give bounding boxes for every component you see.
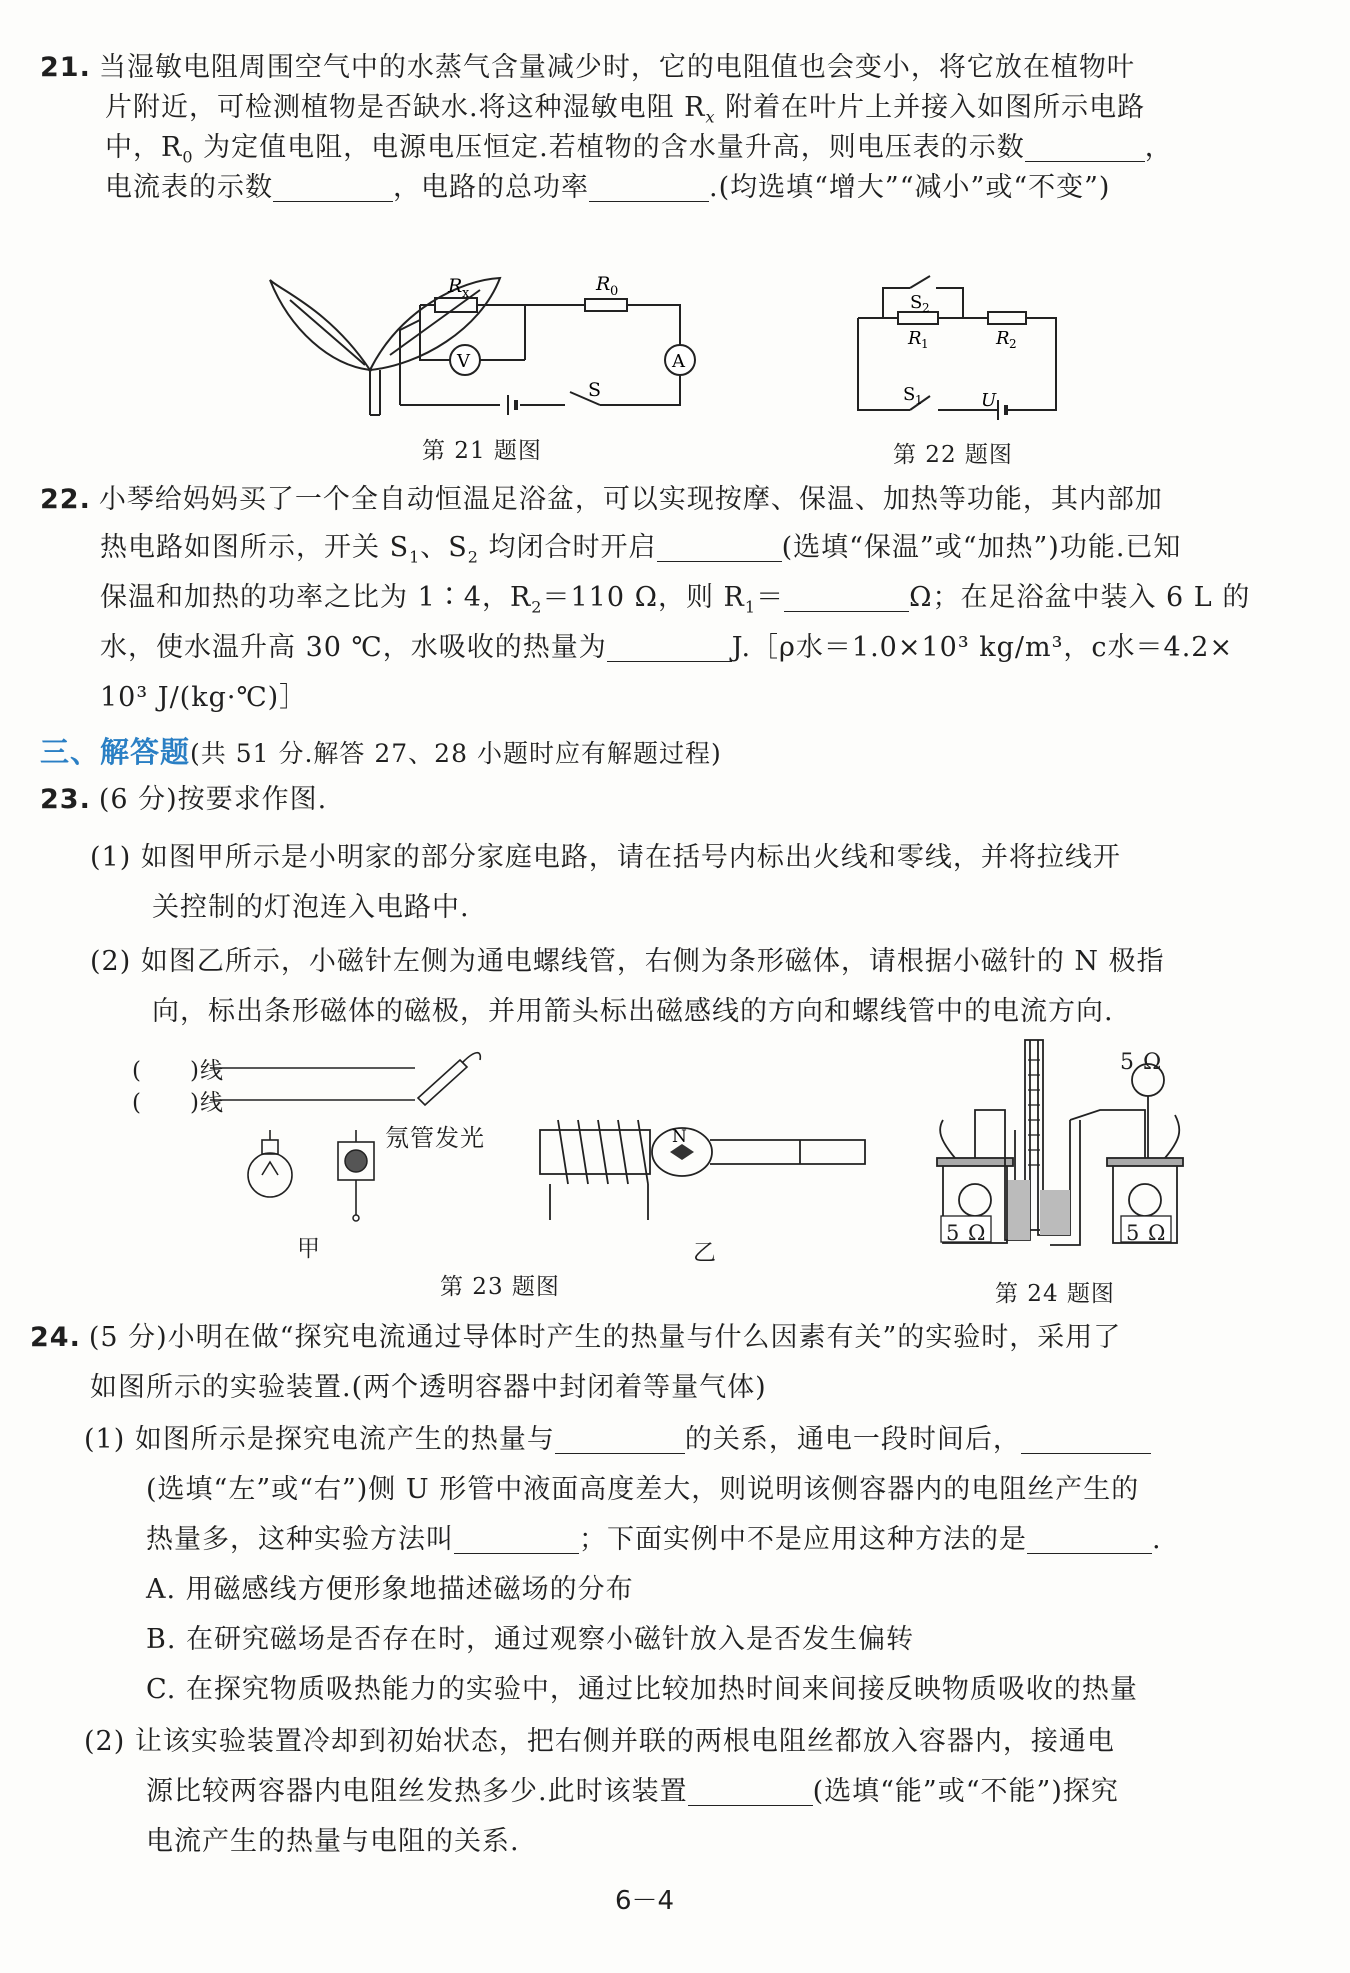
q24-p2-line2: 源比较两容器内电阻丝发热多少.此时该装置 (选填“能”或“不能”)探究 xyxy=(146,1776,1119,1807)
q22-blank-mode[interactable] xyxy=(657,531,782,562)
q24-blank-relation[interactable] xyxy=(555,1423,685,1454)
q21-figure-caption: 第 21 题图 xyxy=(422,438,542,464)
q24-blank-method[interactable] xyxy=(454,1523,579,1554)
switch-button-icon xyxy=(345,1150,367,1172)
svg-text:V: V xyxy=(457,351,470,372)
q23-neon-label: 氖管发光 xyxy=(385,1124,485,1152)
q24-p2-line1: (2) 让该实验装置冷却到初始状态，把右侧并联的两根电阻丝都放入容器内，接通电 xyxy=(84,1726,1115,1757)
q23-wire2-label: ( )线 xyxy=(132,1090,224,1116)
q22-line4: 水，使水温升高 30 ℃，水吸收的热量为 J.［ρ水＝1.0×10³ kg/m³，c水＝4.2× xyxy=(100,632,1234,663)
q23-figure-caption: 第 23 题图 xyxy=(440,1274,560,1300)
q22-line2: 热电路如图所示，开关 $S_1$、$S_2$ 均闭合时开启 (选填“保温”或“加热”)功能.已知 xyxy=(100,532,1182,567)
q23-wire1-label: ( )线 xyxy=(132,1058,224,1084)
svg-text:S: S xyxy=(588,379,602,401)
q23-p2-line1: (2) 如图乙所示，小磁针左侧为通电螺线管，右侧为条形磁体，请根据小磁针的 N 极指 xyxy=(90,946,1165,977)
light-bulb-icon xyxy=(248,1130,292,1197)
q24-p1-line1: (1) 如图所示是探究电流产生的热量与 的关系，通电一段时间后， xyxy=(84,1420,1151,1460)
right-resistor-icon xyxy=(1129,1184,1161,1216)
solenoid-core xyxy=(540,1130,650,1174)
svg-text:R: R xyxy=(908,328,922,349)
svg-text:S: S xyxy=(910,292,923,313)
svg-text:R: R xyxy=(596,273,611,295)
q23-p1-line1: (1) 如图甲所示是小明家的部分家庭电路，请在括号内标出火线和零线，并将拉线开 xyxy=(90,842,1121,873)
r1-resistor xyxy=(898,312,938,324)
q22-line3: 保温和加热的功率之比为 1∶4，$R_2=110$ Ω，则 $R_1= \Omega$；在足浴盆中装入 6 L 的 xyxy=(100,582,1251,617)
q24-figure-caption: 第 24 题图 xyxy=(995,1281,1115,1307)
q24-option-c: C. 在探究物质吸热能力的实验中，通过比较加热时间来间接反映物质吸收的热量 xyxy=(146,1674,1138,1705)
svg-text:A: A xyxy=(672,351,685,372)
q24-option-b: B. 在研究磁场是否存在时，通过观察小磁针放入是否发生偏转 xyxy=(146,1624,915,1655)
q22-circuit-diagram xyxy=(858,268,1058,418)
svg-text:U: U xyxy=(981,390,997,411)
q23-intro: 23. (6 分)按要求作图. xyxy=(40,784,328,815)
q22-blank-heat[interactable] xyxy=(607,631,732,662)
q21-line3: 中，$R_0$ 为定值电阻，电源电压恒定.若植物的含水量升高，则电压表的示数 ， xyxy=(105,132,1173,167)
svg-text:0: 0 xyxy=(610,284,619,299)
q24-resistor-left-label: 5 Ω xyxy=(946,1221,987,1245)
test-pen-icon xyxy=(418,1053,480,1105)
q24-resistor-right-label: 5 Ω xyxy=(1126,1221,1167,1245)
svg-text:2: 2 xyxy=(922,301,930,315)
q23-p1-line2: 关控制的灯泡连入电路中. xyxy=(152,892,470,923)
q22-line5: 10³ J/(kg·℃)］ xyxy=(100,682,308,713)
q24-p1-line2: (选填“左”或“右”)侧 U 形管中液面高度差大，则说明该侧容器内的电阻丝产生的 xyxy=(146,1474,1140,1505)
q24-blank-example[interactable] xyxy=(1027,1523,1152,1554)
q22-line1: 22. 小琴给妈妈买了一个全自动恒温足浴盆，可以实现按摩、保温、加热等功能，其内部加 xyxy=(40,484,1163,515)
q22-figure-caption: 第 22 题图 xyxy=(893,442,1013,468)
q22-blank-r1[interactable] xyxy=(784,581,909,612)
q23-figure-yi xyxy=(540,1120,880,1240)
q24-p1-line3: 热量多，这种实验方法叫 ；下面实例中不是应用这种方法的是 . xyxy=(146,1524,1162,1555)
q24-line2: 如图所示的实验装置.(两个透明容器中封闭着等量气体) xyxy=(90,1372,767,1403)
q23-jia-label: 甲 xyxy=(297,1236,321,1262)
q24-resistor-top-label: 5 Ω xyxy=(1120,1050,1163,1075)
q23-yi-label: 乙 xyxy=(693,1240,717,1266)
svg-text:R: R xyxy=(448,275,463,297)
svg-text:S: S xyxy=(903,384,916,405)
q23-p2-line2: 向，标出条形磁体的磁极，并用箭头标出磁感线的方向和螺线管中的电流方向. xyxy=(152,996,1114,1027)
q21-blank-voltmeter[interactable] xyxy=(1025,131,1145,162)
q24-blank-can[interactable] xyxy=(688,1775,813,1806)
r0-resistor xyxy=(585,299,627,311)
svg-text:1: 1 xyxy=(921,337,929,351)
q21-number: 21. xyxy=(40,52,91,83)
svg-text:N: N xyxy=(672,1127,687,1147)
q24-blank-side[interactable] xyxy=(1021,1423,1151,1454)
rx-resistor xyxy=(435,298,477,312)
r2-resistor xyxy=(988,312,1026,324)
left-resistor-icon xyxy=(959,1184,991,1216)
q21-circuit-diagram xyxy=(270,270,710,430)
page-number: 6－4 xyxy=(615,1886,675,1916)
q24-line1: 24. (5 分)小明在做“探究电流通过导体时产生的热量与什么因素有关”的实验时，采用了 xyxy=(30,1322,1122,1353)
q21-blank-power[interactable] xyxy=(589,171,709,202)
q24-option-a: A. 用磁感线方便形象地描述磁场的分布 xyxy=(146,1574,634,1605)
q21-blank-ammeter[interactable] xyxy=(273,171,393,202)
svg-text:2: 2 xyxy=(1009,337,1017,351)
q21-line2: 片附近，可检测植物是否缺水.将这种湿敏电阻 $R_x$ 附着在叶片上并接入如图所示电路 xyxy=(105,92,1146,127)
svg-text:x: x xyxy=(462,286,470,301)
q21-line1: 21. 当湿敏电阻周围空气中的水蒸气含量减少时，它的电阻值也会变小，将它放在植物叶 xyxy=(40,52,1135,83)
svg-text:1: 1 xyxy=(915,393,923,407)
svg-text:R: R xyxy=(996,328,1010,349)
section3-heading: 三、解答题(共 51 分.解答 27、28 小题时应有解题过程) xyxy=(40,735,722,769)
q24-p2-line3: 电流产生的热量与电阻的关系. xyxy=(146,1826,520,1857)
q21-line4: 电流表的示数 ，电路的总功率 .(均选填“增大”“减小”或“不变”) xyxy=(105,172,1111,203)
